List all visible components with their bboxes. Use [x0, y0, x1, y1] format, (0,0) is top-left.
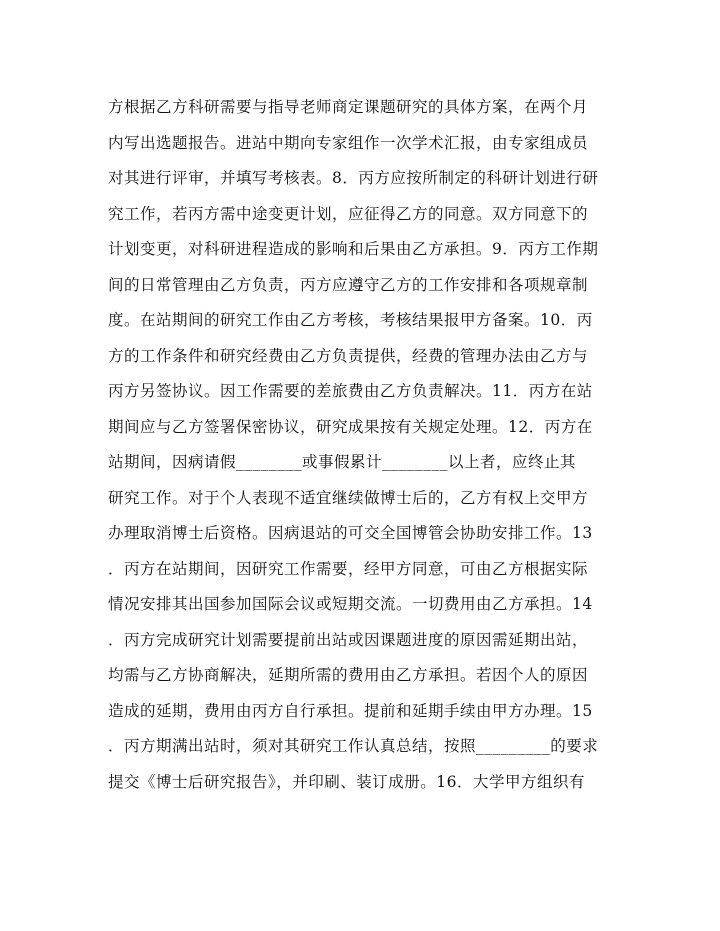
text-line: 造成的延期，费用由丙方自行承担。提前和延期手续由甲方办理。15 [108, 701, 593, 720]
text-line: 期间应与乙方签署保密协议，研究成果按有关规定处理。12．丙方在 [108, 417, 593, 436]
text-line: 方的工作条件和研究经费由乙方负责提供，经费的管理办法由乙方与 [108, 346, 589, 365]
text-line: 提交《博士后研究报告》，并印刷、装订成册。16．大学甲方组织有 [108, 772, 585, 791]
text-line: 对其进行评审，并填写考核表。8．丙方应按所制定的科研计划进行研 [108, 169, 599, 187]
text-line: ．丙方在站期间，因研究工作需要，经甲方同意，可由乙方根据实际 [108, 559, 589, 578]
text-line: 内写出选题报告。进站中期向专家组作一次学术汇报，由专家组成员 [108, 133, 589, 152]
text-line: 方根据乙方科研需要与指导老师商定课题研究的具体方案，在两个月 [108, 98, 589, 116]
text-line: 情况安排其出国参加国际会议或短期交流。一切费用由乙方承担。14 [108, 595, 593, 613]
text-line: 站期间，因病请假________或事假累计________以上者，应终止其 [108, 453, 577, 471]
text-line: ．丙方完成研究计划需要提前出站或因课题进度的原因需延期出站， [108, 630, 589, 649]
text-line: 计划变更，对科研进程造成的影响和后果由乙方承担。9．丙方工作期 [108, 240, 599, 258]
text-line: ．丙方期满出站时，须对其研究工作认真总结，按照_________的要求 [108, 737, 599, 755]
text-line: 办理取消博士后资格。因病退站的可交全国博管会协助安排工作。13 [108, 524, 593, 542]
text-line: 研究工作。对于个人表现不适宜继续做博士后的，乙方有权上交甲方 [108, 488, 589, 507]
text-line: 均需与乙方协商解决，延期所需的费用由乙方承担。若因个人的原因 [108, 666, 589, 684]
document-body [108, 90, 628, 800]
text-line: 丙方另签协议。因工作需要的差旅费由乙方负责解决。11．丙方在站 [108, 382, 593, 400]
text-line: 度。在站期间的研究工作由乙方考核，考核结果报甲方备案。10．丙 [108, 311, 593, 329]
text-line: 究工作，若丙方需中途变更计划，应征得乙方的同意。双方同意下的 [108, 204, 589, 223]
text-line: 间的日常管理由乙方负责，丙方应遵守乙方的工作安排和各项规章制 [108, 275, 589, 294]
